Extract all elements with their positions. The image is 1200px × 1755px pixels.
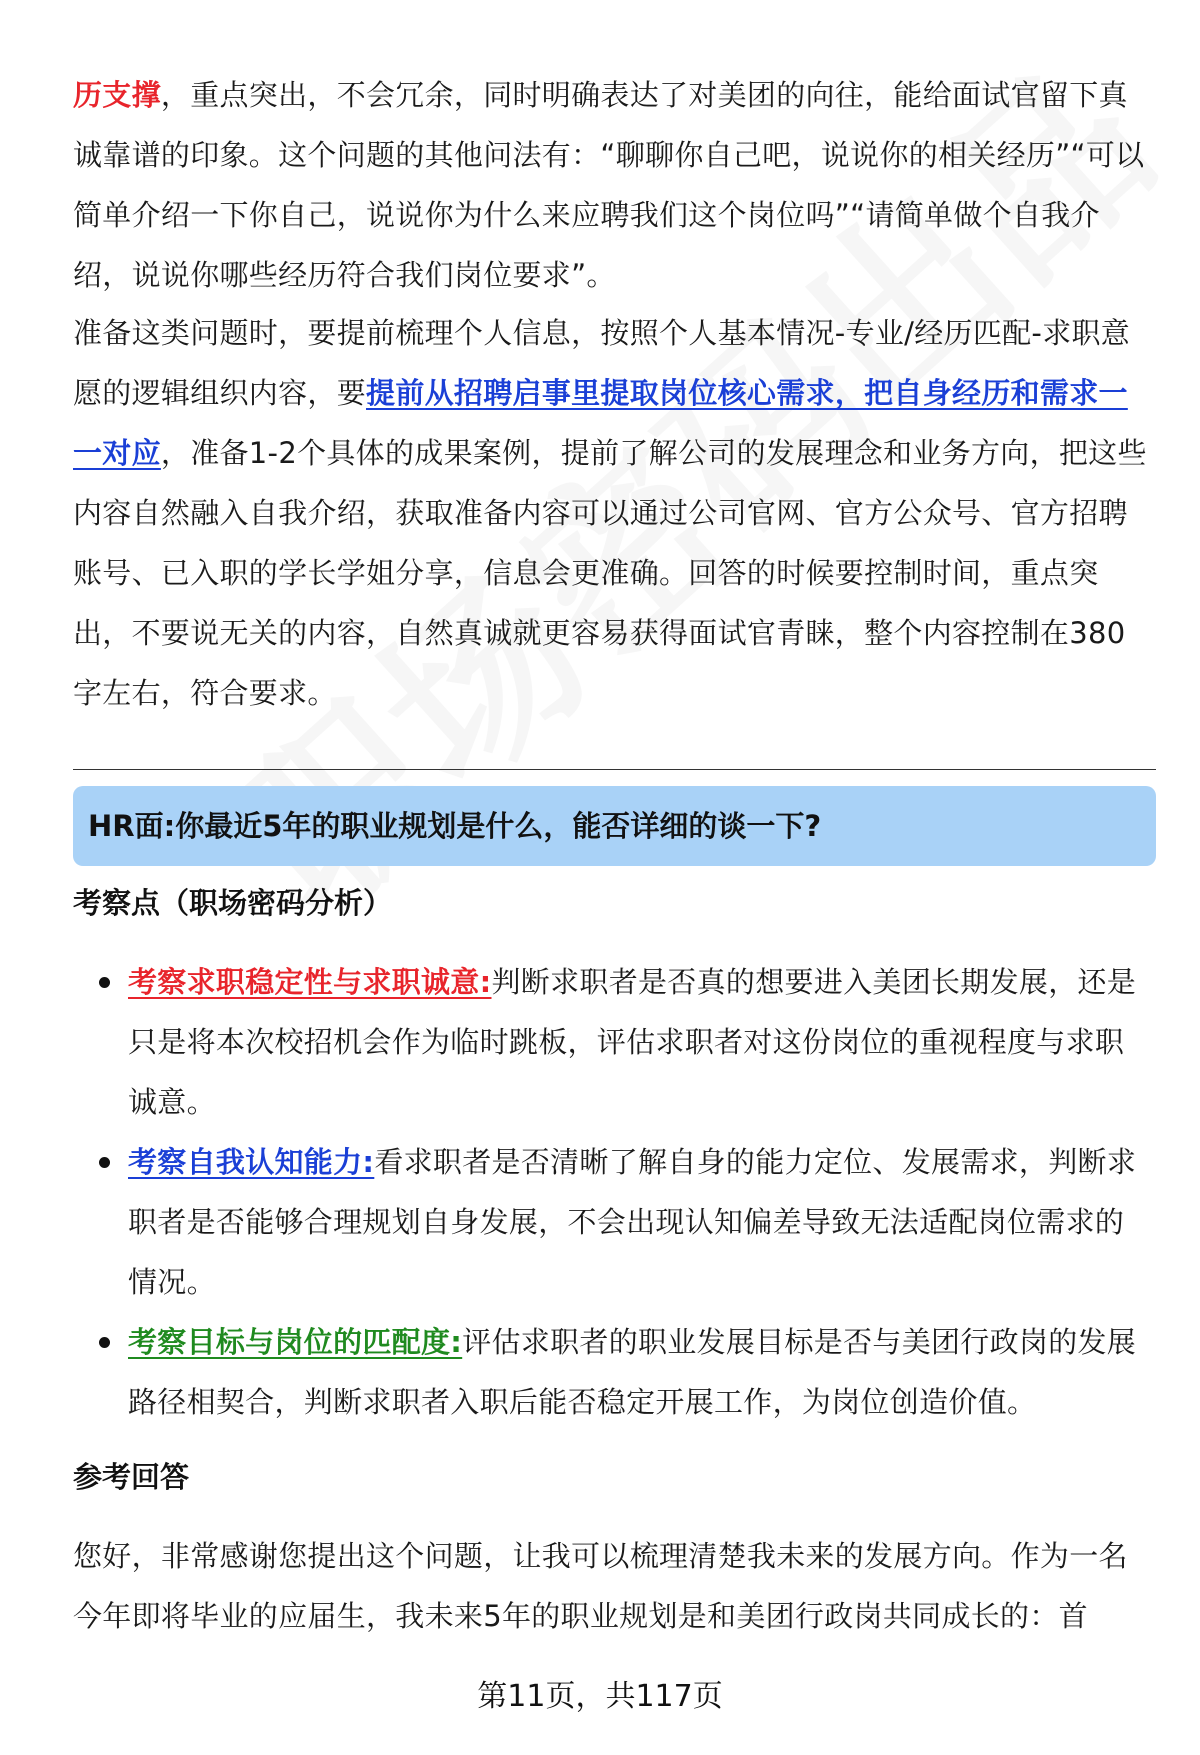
intro-paragraph-2 <box>73 303 1148 723</box>
bullet-dot <box>99 1337 110 1348</box>
list-item-text <box>128 1132 1148 1312</box>
reference-answer: 您好，非常感谢您提出这个问题，让我可以梳理清楚我未来的发展方向。作为一名今年即将毕业的应届生，我未来5年的职业规划是和美团行政岗共同成长的：首 <box>73 1539 1128 1633</box>
list-item-label: 考察自我认知能力: <box>128 1145 375 1179</box>
question-title: HR面:你最近5年的职业规划是什么，能否详细的谈一下? <box>88 809 822 843</box>
list-item-body: 看求职者是否清晰了解自身的能力定位、发展需求，判断求职者是否能够合理规划自身发展，不会出现认知偏差导致无法适配岗位需求的情况。 <box>128 1145 1137 1299</box>
list-item-text <box>128 952 1148 1132</box>
list-item-body: 评估求职者的职业发展目标是否与美团行政岗的发展路径相契合，判断求职者入职后能否稳定开展工作，为岗位创造价值。 <box>128 1325 1137 1419</box>
prep-text-before: 准备这类问题时，要提前梳理个人信息，按照个人基本情况-专业/经历匹配-求职意愿的逻辑组织内容，要 <box>73 316 1131 410</box>
prep-text-after: ，准备1-2个具体的成果案例，提前了解公司的发展理念和业务方向，把这些内容自然融入自我介绍，获取准备内容可以通过公司官网、官方公众号、官方招聘账号、已入职的学长学姐分享，信息会更准确。回答的时候要控制时间，重点突出，不要说无关的内容，自然真诚就更容易获得面试官青睐，整个内容控制在380字左右，符合要求。 <box>73 436 1147 710</box>
page-number: 第11页，共117页 <box>477 1679 723 1714</box>
intro-highlight: 历支撑 <box>73 78 161 112</box>
bullet-dot <box>99 1157 110 1168</box>
list-item-label: 考察目标与岗位的匹配度: <box>128 1325 463 1359</box>
prep-highlight: 提前从招聘启事里提取岗位核心需求，把自身经历和需求一一对应 <box>73 376 1128 470</box>
analysis-heading: 考察点（职场密码分析） <box>73 886 393 920</box>
list-item-text <box>128 1312 1148 1432</box>
reference-heading: 参考回答 <box>73 1460 190 1494</box>
intro-paragraph-1 <box>73 65 1148 305</box>
list-item-body: 判断求职者是否真的想要进入美团长期发展，还是只是将本次校招机会作为临时跳板，评估求职者对这份岗位的重视程度与求职诚意。 <box>128 965 1137 1119</box>
section-divider <box>73 769 1156 770</box>
list-item-label: 考察求职稳定性与求职诚意: <box>128 965 492 999</box>
question-banner <box>73 786 1156 866</box>
intro-text: ，重点突出，不会冗余，同时明确表达了对美团的向往，能给面试官留下真诚靠谱的印象。这个问题的其他问法有：“聊聊你自己吧，说说你的相关经历”“可以简单介绍一下你自己，说说你为什么来应聘我们这个岗位吗”“请简单做个自我介绍，说说你哪些经历符合我们岗位要求”。 <box>73 78 1145 292</box>
bullet-dot <box>99 977 110 988</box>
